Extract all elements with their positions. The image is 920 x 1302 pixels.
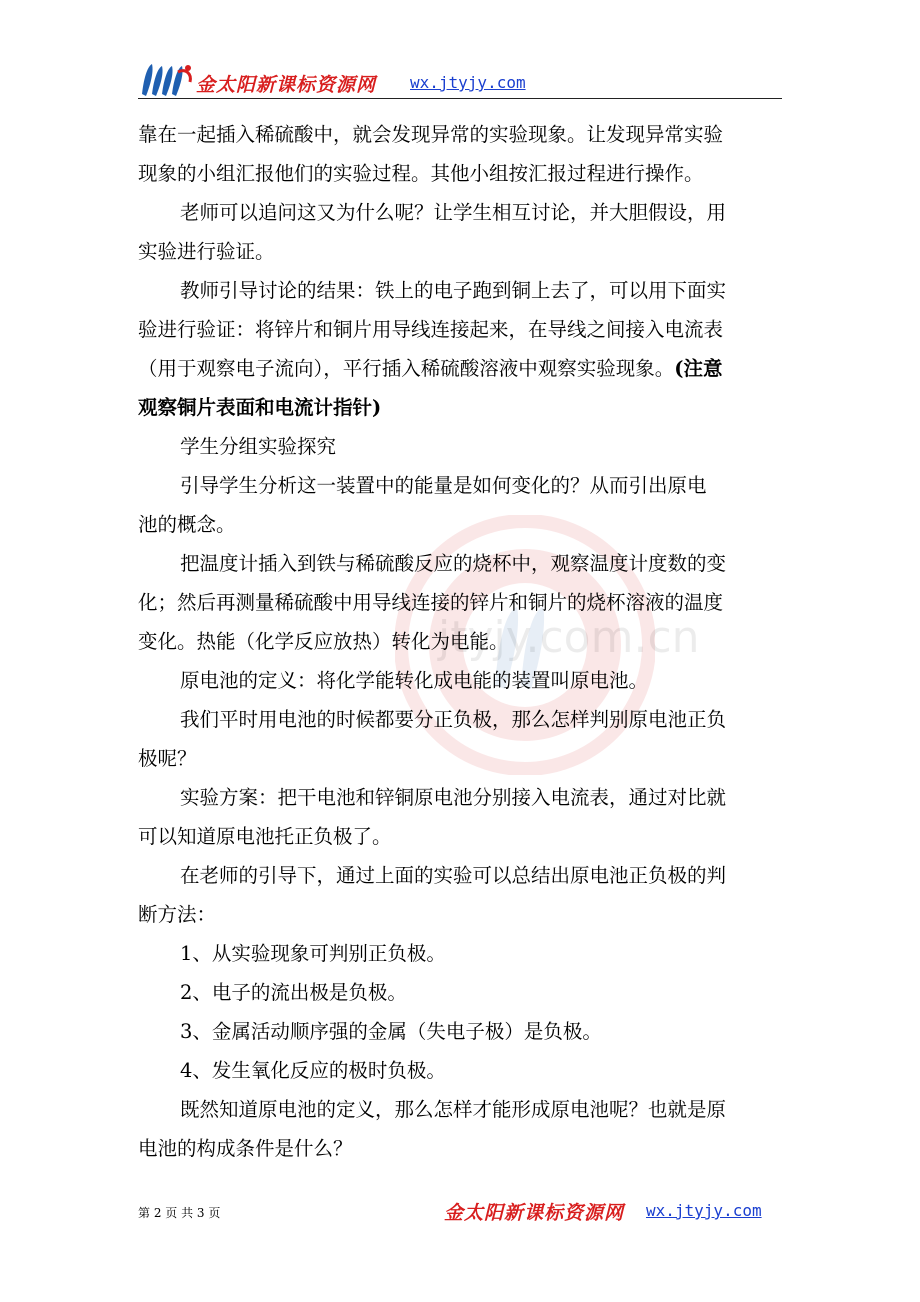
header-site-name: 金太阳新课标资源网 xyxy=(196,74,377,96)
body-line: 现象的小组汇报他们的实验过程。其他小组按汇报过程进行操作。 xyxy=(138,162,704,185)
body-line-emphasis: (注意 xyxy=(674,357,723,380)
site-logo-icon xyxy=(138,58,194,100)
page-number: 第 2 页 共 3 页 xyxy=(138,1206,221,1220)
body-line: 把温度计插入到铁与稀硫酸反应的烧杯中，观察温度计度数的变 xyxy=(180,552,727,575)
body-line: 化；然后再测量稀硫酸中用导线连接的锌片和铜片的烧杯溶液的温度 xyxy=(138,591,724,614)
footer-url-link[interactable]: wx.jtyjy.com xyxy=(646,1201,762,1220)
body-line-emphasis: 观察铜片表面和电流计指针) xyxy=(138,396,382,419)
list-item: 1、从实验现象可判别正负极。 xyxy=(180,942,446,965)
body-line-text: （用于观察电子流向），平行插入稀硫酸溶液中观察实验现象。 xyxy=(138,357,675,380)
footer-site-name: 金太阳新课标资源网 xyxy=(444,1202,625,1224)
header-url-link[interactable]: wx.jtyjy.com xyxy=(410,73,526,92)
body-line: 极呢？ xyxy=(138,747,197,770)
body-line: 断方法： xyxy=(138,903,217,926)
body-line: 实验进行验证。 xyxy=(138,240,275,263)
body-line: 验进行验证：将锌片和铜片用导线连接起来，在导线之间接入电流表 xyxy=(138,318,724,341)
watermark-text: jtyjy.com.cn xyxy=(438,612,700,663)
body-line: 教师引导讨论的结果：铁上的电子跑到铜上去了，可以用下面实 xyxy=(180,279,727,302)
body-line: 可以知道原电池托正负极了。 xyxy=(138,825,392,848)
document-body xyxy=(138,115,782,1168)
body-line: 变化。热能（化学反应放热）转化为电能。 xyxy=(138,630,509,653)
body-line: 靠在一起插入稀硫酸中，就会发现异常的实验现象。让发现异常实验 xyxy=(138,123,724,146)
body-line xyxy=(138,349,782,388)
list-item: 3、金属活动顺序强的金属（失电子极）是负极。 xyxy=(180,1020,602,1043)
body-line: 学生分组实验探究 xyxy=(180,435,337,458)
body-line: 老师可以追问这又为什么呢？让学生相互讨论，并大胆假设，用 xyxy=(180,201,727,224)
body-line: 实验方案：把干电池和锌铜原电池分别接入电流表，通过对比就 xyxy=(180,786,727,809)
page-footer xyxy=(138,1196,782,1226)
body-line: 池的概念。 xyxy=(138,513,236,536)
body-line: 在老师的引导下，通过上面的实验可以总结出原电池正负极的判 xyxy=(180,864,727,887)
list-item: 4、发生氧化反应的极时负极。 xyxy=(180,1059,446,1082)
page-header xyxy=(138,58,782,100)
body-line: 原电池的定义：将化学能转化成电能的装置叫原电池。 xyxy=(180,669,649,692)
header-divider xyxy=(138,98,782,99)
list-item: 2、电子的流出极是负极。 xyxy=(180,981,407,1004)
body-line: 既然知道原电池的定义，那么怎样才能形成原电池呢？也就是原 xyxy=(180,1098,727,1121)
body-line: 我们平时用电池的时候都要分正负极，那么怎样判别原电池正负 xyxy=(180,708,727,731)
body-line: 电池的构成条件是什么？ xyxy=(138,1137,353,1160)
body-line: 引导学生分析这一装置中的能量是如何变化的？从而引出原电 xyxy=(180,474,707,497)
